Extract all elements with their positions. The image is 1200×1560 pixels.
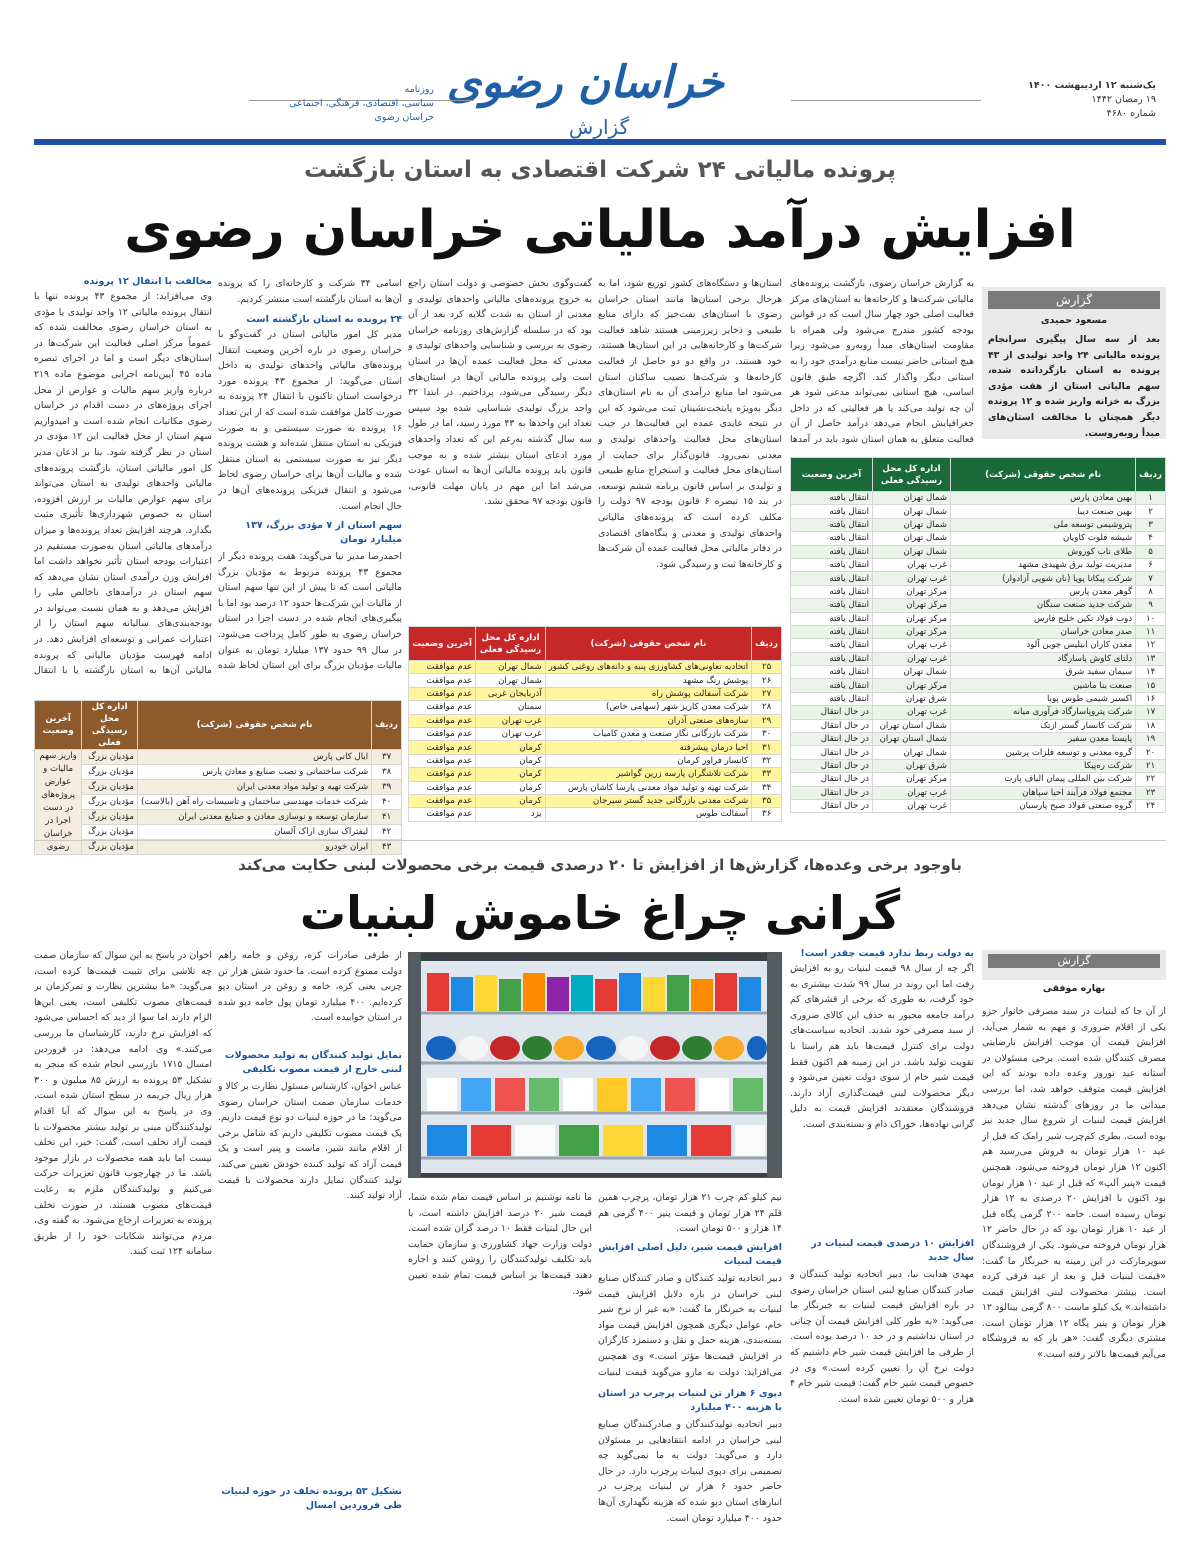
cell-office: کرمان bbox=[476, 781, 545, 794]
cell-row: ۲۹ bbox=[752, 714, 782, 727]
table-row bbox=[791, 639, 1166, 652]
table-row bbox=[35, 795, 402, 810]
article1-kicker: پرونده مالیاتی ۲۴ شرکت اقتصادی به استان بازگشت bbox=[304, 157, 896, 183]
cell-company: پایستا معدن سفیر bbox=[951, 733, 1136, 746]
cell-office: مؤدیان بزرگ bbox=[82, 810, 138, 825]
article2-col6: اخوان در پاسخ به این سوال که سازمان صمت چه تلاشی برای تثبیت قیمت‌ها کرده است، می‌گوید: «ما بیشترین نظارت و تمرکزمان بر قیمت‌های مصوب تکلیفی است، یعنی این‌ها الزام دارند اما سوا از دید که احساس می‌شود که افزایش نرخ دارند، کارشناسان ما بررسی می‌کنند.» وی ادامه می‌دهد: در فروردین امسال ۱۷۱۵ بازرسی انجام شده که منجر به تشکیل ۵۳ پرونده به ارزش ۸۵ میلیون و ۳۰۰ هزار ریال جریمه در سطح استان شده است. وی در پاسخ به این سوال که آیا اقدام تولیدکنندگان مبنی بر تولید بیشتر محصولات با قیمت آزاد تخلف است، گفت: خیر، این تخلف نیست اما باید همه محصولات در بازار موجود باشد. ما در چهارچوب قانون تعزیرات حرکت می‌کنیم و تولیدکنندگان ملزم به رعایت قیمت‌های مصوب هستند. در صورت تخلف پرونده به تعزیرات ارجاع می‌شود. به گفته وی، مردم می‌توانند شکایات خود را از طریق سامانه ۱۲۴ ثبت کنند. bbox=[34, 950, 212, 1258]
cell-company: ایال کانی پارس bbox=[137, 750, 371, 765]
col3-text-c: دبیر اتحادیه تولیدکنندگان و صادرکنندگان صنایع لبنی خراسان در ادامه انتقادهایی بر مسئولان دارد و می‌گوید: دولت به ما نمی‌گوید چه تصمیمی برای دپوی لبنیات پرچرب دارد. در حال حاضر حدود ۶ هزار تن لبنیات پرچرب در انبارهای استان دپو شده که هزینه نگهداری آن‌ها حدود ۴۰۰ میلیارد تومان است. bbox=[598, 1419, 782, 1524]
cell-company: ذوب فولاد تکین خلیج فارس bbox=[951, 612, 1136, 625]
cell-row: ۴ bbox=[1136, 532, 1166, 545]
table-row bbox=[791, 612, 1166, 625]
cell-row: ۱۷ bbox=[1136, 706, 1166, 719]
cell-row: ۹ bbox=[1136, 599, 1166, 612]
cell-office: شمال تهران bbox=[873, 505, 951, 518]
cell-company: پتروشیمی توسعه ملی bbox=[951, 518, 1136, 531]
cell-office: مرکز تهران bbox=[873, 612, 951, 625]
subhead-24-files: ۲۴ پرونده به استان بازگشته است bbox=[246, 314, 402, 325]
article1-headline: افزایش درآمد مالیاتی خراسان رضوی bbox=[124, 200, 1076, 260]
cell-row: ۲۸ bbox=[752, 701, 782, 714]
cell-status: انتقال یافته bbox=[791, 652, 873, 665]
cell-company: شرکت جدید صنعت سنگان bbox=[951, 599, 1136, 612]
cell-company: گروه صنعتی فولاد صبح پارسیان bbox=[951, 799, 1136, 812]
cell-status: انتقال یافته bbox=[791, 599, 873, 612]
table-row bbox=[791, 532, 1166, 545]
cell-company: سازه‌های صنعتی آذران bbox=[545, 714, 752, 727]
cell-company: شرکت پیکانا پویا (نان شویی آزادوار) bbox=[951, 572, 1136, 585]
table-row bbox=[791, 652, 1166, 665]
cell-row: ۳۷ bbox=[372, 750, 402, 765]
table-row bbox=[791, 505, 1166, 518]
cell-office: مؤدیان بزرگ bbox=[82, 825, 138, 840]
cell-office: غرب تهران bbox=[476, 727, 545, 740]
table-row bbox=[409, 661, 782, 674]
cell-status: در حال انتقال bbox=[791, 773, 873, 786]
cell-row: ۲۱ bbox=[1136, 759, 1166, 772]
cell-office: مرکز تهران bbox=[873, 585, 951, 598]
cell-company: شرکت تهیه و تولید مواد معدنی پارسا کاشان پارس bbox=[545, 781, 752, 794]
paper-description: سیاسی، اقتصادی، فرهنگی، اجتماعی bbox=[289, 98, 434, 109]
cell-office: شمال تهران bbox=[476, 674, 545, 687]
subhead-12-files: مخالفت با انتقال ۱۲ پرونده bbox=[83, 276, 212, 287]
cell-office: مؤدیان بزرگ bbox=[82, 765, 138, 780]
cell-office: شمال تهران bbox=[873, 532, 951, 545]
cell-row: ۴۲ bbox=[372, 825, 402, 840]
th-status: آخرین وضعیت bbox=[409, 627, 476, 661]
cell-status: در حال انتقال bbox=[791, 706, 873, 719]
cell-status: عدم موافقت bbox=[409, 741, 476, 754]
th-row: ردیف bbox=[372, 701, 402, 750]
cell-office: غرب تهران bbox=[873, 558, 951, 571]
cell-status: در حال انتقال bbox=[791, 719, 873, 732]
cell-company: شرکت تهیه و تولید مواد معدنی ایران bbox=[137, 780, 371, 795]
cell-row: ۳۱ bbox=[752, 741, 782, 754]
table-row bbox=[409, 701, 782, 714]
cell-row: ۱ bbox=[1136, 492, 1166, 505]
table-row bbox=[791, 733, 1166, 746]
cell-status: انتقال یافته bbox=[791, 666, 873, 679]
col2-text-b: مهدی هدایت نیا، دبیر اتحادیه تولید کنندگان و صادر کنندگان صنایع لبنی استان خراسان رضوی در باره افزایش قیمت لبنیات به خبرنگار ما می‌گوید: «به طور کلی افزایش قیمت آن چنانی در استان نداشتیم و در حد ۱۰ درصد بوده است. از طرفی ما افزایش قیمت شیر خام داشتیم که دولت نرخ آن را تعیین کرده است.» وی در خصوص قیمت شیر خام گفت: قیمت شیر خام ۴ هزار و ۵۰۰ تومان تعیین شده است. bbox=[790, 1269, 974, 1405]
cell-status: عدم موافقت bbox=[409, 687, 476, 700]
table-row bbox=[791, 545, 1166, 558]
col5-text: وی می‌افزاید: از مجموع ۴۳ پرونده تنها با انتقال پرونده مالیاتی ۱۲ واحد تولیدی یا مؤدی به استان خراسان رضوی مخالفت شده که عموماً مرکز اصلی فعالیت این شرکت‌ها در استان‌های دیگر است و اما در اجرای تبصره ماده ۴۵ آیین‌نامه اجرایی موضوع ماده ۲۱۹ درباره واریز سهم مالیات و عوارض از محل اجرای پروژه‌های در دست اقدام در خراسان رضوی مکاتبات انجام شده است و امیدواریم سهم استان از محل فعالیت این ۱۲ مؤدی در استان در نظر گرفته شود. بنا بر اذعان مدیر کل امور مالیاتی استان، بازگشت پرونده‌های مالیاتی واحدهای تولیدی به استان می‌تواند برای سهم عوارض مالیات بر ارزش افزوده، استان به خصوص شهرداری‌ها تأثیری مثبت بگذارد. هرچند افزایش تعداد پرونده‌ها و میزان درآمدهای مالیاتی استان به‌صورت مستقیم در اعتبارات بودجه استان تأثیر نخواهد داشت اما افزایش وزن درآمدی استان نشان می‌دهد که سهم استان در درآمدهای ناخالص ملی را افزایش می‌دهد و به همان نسبت می‌تواند در بودجه‌بندی‌های سالیانه سهم استان را از اعتبارات عمرانی و توسعه‌ای افزایش دهد. در ادامه فهرست مؤدیان مالیاتی که پرونده مالیاتی آن‌ها به استان بازگشته یا با انتقال bbox=[34, 291, 212, 677]
article2-intro-box bbox=[982, 950, 1166, 980]
table-row bbox=[791, 799, 1166, 812]
table-row bbox=[791, 558, 1166, 571]
subhead-milk-price: افزایش قیمت شیر، دلیل اصلی افزایش قیمت لبنیات bbox=[598, 1242, 782, 1267]
th-status: آخرین وضعیت bbox=[35, 701, 82, 750]
date-line: یک‌شنبه ۱۲ اردیبهشت ۱۴۰۰ bbox=[1028, 80, 1156, 91]
cell-row: ۴۳ bbox=[372, 840, 402, 855]
cell-office: غرب تهران bbox=[873, 706, 951, 719]
th-company: نام شخص حقوقی (شرکت) bbox=[137, 701, 371, 750]
table-row bbox=[791, 492, 1166, 505]
cell-company: اکسیر شیمی طوس پویا bbox=[951, 692, 1136, 705]
col3-text-b: دبیر اتحادیه تولید کنندگان و صادر کنندگان صنایع لبنی خراسان در باره دلایل افزایش قیمت لبنیات به خبرنگار ما گفت: «به غیر از نرخ شیر خام، عوامل دیگری همچون افزایش قیمت مواد بسته‌بندی، هزینه حمل و نقل و دستمزد کارگران در افزایش قیمت‌ها مؤثر است.» وی همچنین می‌افزاید: دولت به مازو می‌گوید قیمت لبنیات bbox=[598, 1273, 782, 1378]
cell-company: سازمان توسعه و نوسازی معادن و صنایع معدنی ایران bbox=[137, 810, 371, 825]
cell-status: عدم موافقت bbox=[409, 727, 476, 740]
cell-office: شمال تهران bbox=[873, 666, 951, 679]
subhead-10-percent: افزایش ۱۰ درصدی قیمت لبنیات در سال جدید bbox=[811, 1238, 974, 1263]
cell-row: ۳۸ bbox=[372, 765, 402, 780]
cell-company: احیا درمان پیشرفته bbox=[545, 741, 752, 754]
article2-col1: از آن جا که لبنیات در سبد مصرفی خانوار جزو یکی از اقلام ضروری و مهم به شمار می‌آید، افزایش قیمت آن موجب افزایش نارضایتی مصرف کنندگان شده است. برخی مسئولان در آستانه عید نوروز وعده داده بودند که این افزایش قیمت متوقف خواهد شد، اما بررسی میدانی ما در روزهای گذشته نشان می‌دهد افزایش قیمت لبنیات از شروع سال جدید نیز بوده است. بطری کم‌چرب شیر رامک که قبل از عید ۱۰ هزار تومان به فروش می‌رسید هم اکنون ۱۲ هزار تومان فروخته می‌شود. همچنین قیمت «پنیر آلپ» که قبل از عید ۱۰ هزار تومان بود اکنون با افزایش ۲۰ درصدی به ۱۲ هزار تومان رسیده است. خامه ۲۰۰ گرمی پگاه قبل از عید ۱۰ هزار تومان بود که در حال حاضر ۱۲ هزار تومان فروخته می‌شود. یکی از فروشندگان سوپرمارکت در این زمینه به خبرنگار ما گفت: «قیمت لبنیات قبل و بعد از عید فرقی کرده است. بیشتر محصولات لبنی افزایش قیمت داشته‌اند.» یک کیلو ماست ۸۰۰ گرمی بینالود ۱۲ هزار تومان و پنیر پگاه ۱۲ هزار تومان است. مشتری دیگری گفت: «هر بار که به فروشگاه می‌آیم قیمت‌ها بالاتر رفته است.» bbox=[982, 1006, 1166, 1361]
cell-status: انتقال یافته bbox=[791, 612, 873, 625]
th-company: نام شخص حقوقی (شرکت) bbox=[545, 627, 752, 661]
article2-col3 bbox=[598, 1190, 782, 1530]
cell-row: ۲۳ bbox=[1136, 786, 1166, 799]
cell-status: عدم موافقت bbox=[409, 794, 476, 807]
article2-headline: گرانی چراغ خاموش لبنیات bbox=[299, 886, 901, 940]
table-row bbox=[791, 746, 1166, 759]
cell-row: ۲۷ bbox=[752, 687, 782, 700]
box-tag: گزارش bbox=[988, 291, 1160, 309]
table-large-taxpayers bbox=[34, 700, 402, 855]
article2-col5 bbox=[218, 948, 402, 1528]
table-row bbox=[791, 692, 1166, 705]
cell-office: شمال استان تهران bbox=[873, 733, 951, 746]
cell-row: ۱۸ bbox=[1136, 719, 1166, 732]
cell-status: در حال انتقال bbox=[791, 746, 873, 759]
subhead-producers: تمایل تولید کنندگان به تولید محصولات لبنی خارج از قیمت مصوب تکلیفی bbox=[225, 1050, 402, 1075]
cell-office: مرکز تهران bbox=[873, 679, 951, 692]
cell-company: شرکت معدن کاریز شهر (سهامی خاص) bbox=[545, 701, 752, 714]
cell-row: ۳۲ bbox=[752, 754, 782, 767]
cell-status: در حال انتقال bbox=[791, 786, 873, 799]
cell-office: آذربایجان غربی bbox=[476, 687, 545, 700]
cell-status: عدم موافقت bbox=[409, 714, 476, 727]
cell-office: شمال استان تهران bbox=[873, 719, 951, 732]
cell-row: ۱۵ bbox=[1136, 679, 1166, 692]
cell-company: لیفتراک سازی اراک آلسان bbox=[137, 825, 371, 840]
cell-office: غرب تهران bbox=[873, 572, 951, 585]
cell-office: غرب تهران bbox=[873, 786, 951, 799]
cell-company: پوشش رنگ مشهد bbox=[545, 674, 752, 687]
cell-office: مرکز تهران bbox=[873, 773, 951, 786]
cell-company: شرکت تلاشگران پارسه زرین گواشیر bbox=[545, 768, 752, 781]
cell-office: مرکز تهران bbox=[873, 599, 951, 612]
cell-status: انتقال یافته bbox=[791, 505, 873, 518]
article1-lead: بعد از سه سال پیگیری سرانجام پرونده مالیاتی ۲۴ واحد تولیدی از ۴۳ پرونده به استان بازگردانده شده، سهم مالیاتی استان از هفت مؤدی بزرگ به خزانه واریز شده و ۱۲ پرونده دیگر همچنان با مخالفت استان‌های مبدأ روبه‌روست. bbox=[988, 334, 1160, 439]
cell-office: غرب تهران bbox=[873, 639, 951, 652]
table-row bbox=[791, 625, 1166, 638]
cell-company: شرکت کانسار گستر ازتک bbox=[951, 719, 1136, 732]
cell-office: شمال تهران bbox=[873, 545, 951, 558]
box-tag: گزارش bbox=[988, 954, 1160, 968]
cell-company: صنعت بنا ماشین bbox=[951, 679, 1136, 692]
cell-status: انتقال یافته bbox=[791, 692, 873, 705]
table-row bbox=[35, 825, 402, 840]
cell-status: عدم موافقت bbox=[409, 674, 476, 687]
cell-company: صدر معادن خراسان bbox=[951, 625, 1136, 638]
cell-office: غرب تهران bbox=[873, 799, 951, 812]
cell-company: شرکت بازرگانی نگار صنعت و معدن کامیاب bbox=[545, 727, 752, 740]
table-row bbox=[791, 719, 1166, 732]
paper-type: روزنامه bbox=[404, 84, 434, 95]
cell-company: سیمان سفید شرق bbox=[951, 666, 1136, 679]
table-row bbox=[409, 714, 782, 727]
hijri-date: ۱۹ رمضان ۱۴۴۲ bbox=[1091, 94, 1156, 105]
cell-company: مدیریت تولید برق شهیدی مشهد bbox=[951, 558, 1136, 571]
table-row bbox=[791, 773, 1166, 786]
article1-col5 bbox=[34, 276, 212, 686]
col4-text-b: مدیر کل امور مالیاتی استان در گفت‌وگو با خراسان رضوی در باره آخرین وضعیت انتقال پرونده‌های مالیاتی واحدهای تولیدی به داخل استان می‌گوید: از مجموع ۴۳ پرونده مورد درخواست استان تاکنون با انتقال ۲۴ پرونده به صورت کامل موافقت شده است که از این تعداد ۱۶ پرونده به صورت سیستمی و به صورت فیزیکی به استان منتقل شده‌اند و هشت پرونده دیگر نیز به صورت سیستمی به استان منتقل شده و مالیات آن‌ها برای خراسان رضوی لحاظ می‌شود و انتقال فیزیکی پرونده‌های آن‌ها در حال انجام است. bbox=[218, 329, 402, 512]
cell-company: طلای ناب کوروش bbox=[951, 545, 1136, 558]
cell-status: عدم موافقت bbox=[409, 701, 476, 714]
cell-company: آسفالت طوس bbox=[545, 808, 752, 821]
cell-company: شرکت خدمات مهندسی ساختمان و تاسیسات راه آهن (بالاست) bbox=[137, 795, 371, 810]
cell-status: انتقال یافته bbox=[791, 518, 873, 531]
table-row bbox=[409, 768, 782, 781]
cell-row: ۴۱ bbox=[372, 810, 402, 825]
cell-company: شرکت ره‌پیکا bbox=[951, 759, 1136, 772]
cell-row: ۲۵ bbox=[752, 661, 782, 674]
masthead-rule bbox=[34, 139, 1166, 145]
cell-row: ۱۳ bbox=[1136, 652, 1166, 665]
table-row bbox=[791, 679, 1166, 692]
article2-kicker: باوجود برخی وعده‌ها، گزارش‌ها از افزایش تا ۲۰ درصدی قیمت برخی محصولات لبنی حکایت می‌کند bbox=[238, 856, 962, 874]
cell-company: شرکت پتروپاسارگاد فرآوری میانه bbox=[951, 706, 1136, 719]
article1-col2: استان‌ها و دستگاه‌های کشور توزیع شود، اما به هرحال برخی استان‌ها مانند استان خراسان رضوی با استان‌های نفت‌خیز که دارای منابع طبیعی و ذخایر زیرزمینی هستند شاهد فعالیت شرکت‌ها و کارخانه‌هایی در این استان‌ها هستند. خود هستند. در واقع دو دو حاصل از فعالیت کارخانه‌ها و شرکت‌ها نصیب ساکنان استان می‌شود اما منابع درآمدی آن به نام استان‌های دیگر به‌ویژه پایتخت‌نشینان ثبت می‌شود که این در نتیجه عایدی عمده این فعالیت‌ها در جیب استان‌های محل فعالیت واحدهای تولیدی و معدنی نمی‌رود. قانون‌گذار برای حمایت از استان‌های محل فعالیت و استخراج منابع طبیعی و تولیدی بر اساس قانون برنامه ششم توسعه، در بند ۱۵ تبصره ۶ قانون بودجه ۹۷ دولت را مکلف کرده است که پرونده‌های مالیاتی واحدهای تولیدی و معدنی و بنگاه‌های اقتصادی در دفاتر مالیاتی محل فعالیت عمده آن شرکت‌ها و کارخانه‌ها ثبت و رسیدگی شود. bbox=[598, 278, 782, 570]
table-row bbox=[35, 840, 402, 855]
cell-row: ۲۲ bbox=[1136, 773, 1166, 786]
cell-status: در حال انتقال bbox=[791, 759, 873, 772]
cell-office: شمال تهران bbox=[873, 492, 951, 505]
table-row bbox=[409, 781, 782, 794]
cell-status: عدم موافقت bbox=[409, 661, 476, 674]
cell-row: ۱۱ bbox=[1136, 625, 1166, 638]
cell-row: ۳۶ bbox=[752, 808, 782, 821]
cell-company: مجتمع فولاد فرآیند احیا سپاهان bbox=[951, 786, 1136, 799]
paper-logo: خراسان رضوی bbox=[446, 57, 724, 108]
masthead bbox=[34, 55, 1166, 150]
cell-office: کرمان bbox=[476, 794, 545, 807]
subhead-7-taxpayers: سهم استان از ۷ مؤدی بزرگ، ۱۳۷ میلیارد تومان bbox=[245, 520, 402, 545]
cell-status: در حال انتقال bbox=[791, 799, 873, 812]
cell-office: کرمان bbox=[476, 768, 545, 781]
cell-status: عدم موافقت bbox=[409, 781, 476, 794]
cell-company: اتحادیه تعاونی‌های کشاورزی پنبه و دانه‌های روغنی کشور bbox=[545, 661, 752, 674]
cell-company: ایران خودرو bbox=[137, 840, 371, 855]
table-row bbox=[791, 759, 1166, 772]
article1-col3: گفت‌وگوی بخش خصوصی و دولت استان راجع به خروج پرونده‌های مالیاتی واحدهای تولیدی و معدنی از استان به شدت گلایه کرد بعد از آن بود که در سلسله گزارش‌های روزنامه خراسان رضوی به بررسی و شناسایی واحدهای تولیدی و معدنی که محل فعالیت عمده آن‌ها در استان است ولی پرونده مالیاتی آن‌ها در استان‌های دیگر رسیدگی می‌شود، پرداختیم. در ابتدا ۳۲ واحد بزرگ تولیدی شناسایی شده بود سپس تعداد این واحدها به ۴۳ مورد رسید، اما در طول سه سال گذشته به‌رغم این که تعداد واحدهای مورد ادعای استان بیشتر شده و به موجب قانون باید پرونده مالیاتی آن‌ها به استان عودت می‌شد اما این مهم در پایان مهلت قانونی، قانون بودجه ۹۷ محقق نشد. bbox=[408, 278, 592, 508]
table-rejected bbox=[408, 626, 782, 822]
cell-row: ۱۹ bbox=[1136, 733, 1166, 746]
th-status: آخرین وضعیت bbox=[791, 458, 873, 492]
cell-status: انتقال یافته bbox=[791, 558, 873, 571]
cell-company: بهین صنعت دیبا bbox=[951, 505, 1136, 518]
cell-row: ۲۰ bbox=[1136, 746, 1166, 759]
section-name: گزارش bbox=[568, 115, 630, 139]
th-office: اداره کل محل رسیدگی فعلی bbox=[476, 627, 545, 661]
table-row bbox=[35, 750, 402, 765]
author-name: مسعود حمیدی bbox=[1040, 315, 1108, 326]
cell-status: عدم موافقت bbox=[409, 754, 476, 767]
cell-office: مرکز تهران bbox=[873, 625, 951, 638]
article2-col2 bbox=[790, 948, 974, 1528]
date-block bbox=[996, 79, 1156, 121]
paper-info bbox=[234, 83, 434, 125]
subhead-53-cases: تشکیل ۵۳ پرونده تخلف در حوزه لبنیات طی فروردین امسال bbox=[221, 1486, 402, 1511]
cell-office: کرمان bbox=[476, 754, 545, 767]
cell-status: انتقال یافته bbox=[791, 585, 873, 598]
table-row bbox=[409, 754, 782, 767]
cell-row: ۳۰ bbox=[752, 727, 782, 740]
cell-company: گوهر معدن پارس bbox=[951, 585, 1136, 598]
table-row bbox=[35, 810, 402, 825]
cell-office: غرب تهران bbox=[476, 714, 545, 727]
cell-row: ۳۴ bbox=[752, 781, 782, 794]
cell-status: عدم موافقت bbox=[409, 768, 476, 781]
cell-office: شمال تهران bbox=[873, 746, 951, 759]
th-row: ردیف bbox=[1136, 458, 1166, 492]
table-row bbox=[35, 765, 402, 780]
table-row bbox=[409, 808, 782, 821]
cell-office: شرق تهران bbox=[873, 692, 951, 705]
article2-col4: ما نامه نوشتیم بر اساس قیمت تمام شده شما، قیمت شیر ۲۰ درصد افزایش داشته است، با این حال لبنیات فقط ۱۰ درصد گران شده است. دولت وزارت جهاد کشاورزی و سازمان حمایت باید تکلیف تولیدکنندگان را روشن کنند و اجازه دهند قیمت‌ها بر اساس قیمت تمام شده تعیین شود. bbox=[408, 1192, 592, 1297]
cell-status: انتقال یافته bbox=[791, 639, 873, 652]
article1-col4 bbox=[218, 276, 402, 676]
article1-intro-box bbox=[982, 287, 1166, 439]
cell-office: مؤدیان بزرگ bbox=[82, 840, 138, 855]
subhead-government: به دولت ربط ندارد قیمت چقدر است! bbox=[800, 948, 974, 959]
masthead-divider-right bbox=[791, 100, 981, 101]
cell-status: انتقال یافته bbox=[791, 625, 873, 638]
cell-status-merged: واریز سهم مالیات و عوارض پروژه‌های در دست اجرا در خراسان رضوی bbox=[35, 750, 82, 855]
cell-office: سمنان bbox=[476, 701, 545, 714]
cell-row: ۱۰ bbox=[1136, 612, 1166, 625]
issue-number: شماره ۴۶۸۰ bbox=[1106, 108, 1156, 119]
cell-row: ۳ bbox=[1136, 518, 1166, 531]
cell-office: مؤدیان بزرگ bbox=[82, 795, 138, 810]
cell-office: شمال تهران bbox=[476, 661, 545, 674]
cell-company: دلتای کاوش پاسارگاد bbox=[951, 652, 1136, 665]
cell-row: ۲۶ bbox=[752, 674, 782, 687]
col4-text-c: احمدرضا مدیر نیا می‌گوید: هفت پرونده دیگر از مجموع ۴۳ پرونده مربوط به مؤدیان بزرگ مالیاتی است که تا پیش از این تنها سهم استان از مالیات این شرکت‌ها حدود ۱۲ درصد بود اما با پیگیری‌های انجام شده در دست اجرا در استان خراسان رضوی به طور کامل پرداخت می‌شود. در سال ۹۹ حدود ۱۳۷ میلیارد تومان به عنوان مالیات مؤدیان بزرگ برای این استان لحاظ شده bbox=[218, 551, 402, 672]
col3-text: نیم کیلو کم چرب ۲۱ هزار تومان، پرچرب همین قلم ۲۴ هزار تومان و قیمت پنیر ۴۰۰ گرمی هم ۱۴ هزار و ۵۰۰ تومان است. bbox=[598, 1192, 782, 1235]
article1-col1: به گزارش خراسان رضوی، بازگشت پرونده‌های مالیاتی شرکت‌ها و کارخانه‌ها به استان‌های مرکز فعالیت اصلی خود چهار سال است که در قوانین بودجه کشور مندرج می‌شود ولی همراه با مقاومت استان‌های مبدأ روبه‌رو می‌شود زیرا هیچ استانی حاضر نیست منابع درآمدی خود را به استانی دیگر واگذار کند. اگرچه طبق قانون اساسی، هیچ استانی نمی‌تواند مدعی شود هر آن چه تولید می‌کند یا هر فعالیتی که در داخل جغرافیایش انجام می‌دهد درآمد حاصل از آن فعالیت متعلق به همان استان شود باید در آمدها bbox=[790, 278, 974, 444]
table-row bbox=[791, 572, 1166, 585]
cell-row: ۱۴ bbox=[1136, 666, 1166, 679]
paper-region: خراسان رضوی bbox=[374, 112, 434, 123]
cell-row: ۷ bbox=[1136, 572, 1166, 585]
cell-company: شرکت آسفالت پوشش راه bbox=[545, 687, 752, 700]
table-row bbox=[409, 794, 782, 807]
table-transferred bbox=[790, 457, 1166, 813]
cell-company: شرکت بین المللی پیمان الیاف پارت bbox=[951, 773, 1136, 786]
table-row bbox=[791, 518, 1166, 531]
th-row: ردیف bbox=[752, 627, 782, 661]
cell-status: انتقال یافته bbox=[791, 545, 873, 558]
cell-office: شرق تهران bbox=[873, 759, 951, 772]
cell-company: بهین معادن پارس bbox=[951, 492, 1136, 505]
cell-office: غرب تهران bbox=[873, 652, 951, 665]
cell-office: شمال تهران bbox=[873, 518, 951, 531]
table-row bbox=[791, 786, 1166, 799]
cell-office: مؤدیان بزرگ bbox=[82, 750, 138, 765]
cell-row: ۴۰ bbox=[372, 795, 402, 810]
cell-row: ۱۲ bbox=[1136, 639, 1166, 652]
th-office: اداره کل محل رسیدگی فعلی bbox=[82, 701, 138, 750]
table-row bbox=[409, 741, 782, 754]
cell-status: انتقال یافته bbox=[791, 492, 873, 505]
cell-company: شرکت ساختمانی و تصب صنایع و معادن پارس bbox=[137, 765, 371, 780]
cell-row: ۲۴ bbox=[1136, 799, 1166, 812]
cell-status: عدم موافقت bbox=[409, 808, 476, 821]
table-row bbox=[409, 674, 782, 687]
cell-row: ۶ bbox=[1136, 558, 1166, 571]
th-office: اداره کل محل رسیدگی فعلی bbox=[873, 458, 951, 492]
table-row bbox=[791, 666, 1166, 679]
table-row bbox=[409, 687, 782, 700]
cell-office: کرمان bbox=[476, 741, 545, 754]
col2-text: اگر چه از سال ۹۸ قیمت لبنیات رو به افزایش رفت اما این روند در سال ۹۹ شدت بیشتری به خود گرفت، به طوری که برخی از قشرهای کم درآمد جامعه مجبور به حذف این کالای ضروری از سبد مصرفی خود شدند. اتحادیه سیاست‌های دولت برای کنترل قیمت‌ها باید هم راستا با تقویت تولید باشد. در این زمینه هم اکنون فقط قیمت شیر خام از سوی دولت تعیین می‌شود و دیگر محصولات لبنی قیمت‌گذاری آزاد دارند. فروشندگان معتقدند افزایش قیمت به دلیل گرانی نهاده‌ها، خوراک دام و بسته‌بندی است. bbox=[790, 963, 974, 1130]
cell-status: انتقال یافته bbox=[791, 679, 873, 692]
cell-company: شیشه فلوت کاویان bbox=[951, 532, 1136, 545]
article2-author: بهاره موفقی bbox=[1042, 983, 1106, 994]
cell-row: ۳۵ bbox=[752, 794, 782, 807]
cell-status: انتقال یافته bbox=[791, 532, 873, 545]
table-row bbox=[409, 727, 782, 740]
subhead-6000-tons: دپوی ۶ هزار تن لبنیات پرچرب در استان با هزینه ۴۰۰ میلیارد bbox=[597, 1388, 782, 1413]
cell-row: ۵ bbox=[1136, 545, 1166, 558]
cell-company: معدن کاران انیلیس جوین آلود bbox=[951, 639, 1136, 652]
article-separator bbox=[34, 840, 1166, 841]
table-row bbox=[791, 599, 1166, 612]
col5-text: از طرفی صادرات کره، روغن و خامه راهم دولت ممنوع کرده است. ما حدود شش هزار تن چربی یعنی کره، خامه و روغن در استان دپو کرده‌ایم. ۴۰۰ میلیارد تومان پول خامه دپو شده در استان خوابیده است. bbox=[218, 950, 402, 1024]
cell-row: ۳۹ bbox=[372, 780, 402, 795]
cell-row: ۱۶ bbox=[1136, 692, 1166, 705]
cell-company: شرکت معدنی بازرگانی جدید گستر سیرجان bbox=[545, 794, 752, 807]
cell-row: ۳۳ bbox=[752, 768, 782, 781]
table-row bbox=[35, 780, 402, 795]
cell-row: ۲ bbox=[1136, 505, 1166, 518]
col4-text: اسامی ۳۴ شرکت و کارخانه‌ای را که پرونده آن‌ها به استان بازگشته است منتشر کردیم. bbox=[218, 278, 402, 305]
table-row bbox=[791, 706, 1166, 719]
col5-text-b: عباس اخوان، کارشناس مسئول نظارت بر کالا و خدمات سازمان صمت استان خراسان رضوی می‌گوید: ما در حوزه لبنیات دو نوع قیمت داریم. یک قیمت مصوب تکلیفی داریم که شامل برخی از اقلام مانند شیر، ماست و پنیر است و یک قیمت آزاد که تولید کننده خودش تعیین می‌کند. تولید کنندگان تمایل دارند محصولات با قیمت آزاد تولید کنند. bbox=[218, 1081, 402, 1202]
dairy-fridge-photo bbox=[408, 952, 782, 1178]
fridge-shelves-illustration bbox=[408, 953, 781, 1178]
table-row bbox=[791, 585, 1166, 598]
cell-office: مؤدیان بزرگ bbox=[82, 780, 138, 795]
cell-status: در حال انتقال bbox=[791, 733, 873, 746]
cell-company: گروه معدنی و توسعه فلزات پرشین bbox=[951, 746, 1136, 759]
cell-office: یزد bbox=[476, 808, 545, 821]
cell-status: انتقال یافته bbox=[791, 572, 873, 585]
cell-company: کانسار فراور کرمان bbox=[545, 754, 752, 767]
cell-row: ۸ bbox=[1136, 585, 1166, 598]
th-company: نام شخص حقوقی (شرکت) bbox=[951, 458, 1136, 492]
